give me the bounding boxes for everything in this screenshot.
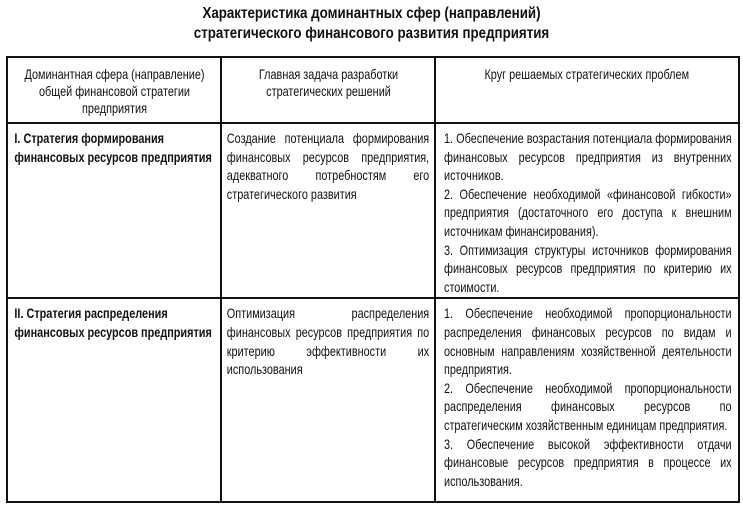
row-2-problems bbox=[435, 298, 739, 502]
problem-item: 2. Обеспечение необходимой «финансовой гибкости» предприятия (достаточного его доступа к внешним источникам финансирования). bbox=[444, 186, 732, 239]
title-line-1: Характеристика доминантных сфер (направлений) bbox=[202, 5, 541, 22]
title-line-2: стратегического финансового развития предприятия bbox=[193, 25, 550, 42]
problem-item: 1. Обеспечение возрастания потенциала формирования финансовых ресурсов предприятия из внутренних источников. bbox=[444, 131, 732, 184]
strategy-table bbox=[6, 56, 740, 503]
problem-item: 1. Обеспечение необходимой пропорциональности распределения финансовых ресурсов по видам и основным направлениям хозяйственной деятельности предприятия. bbox=[444, 306, 732, 378]
header-task: Главная задача разработки стратегических решений bbox=[221, 57, 435, 123]
header-sphere: Доминантная сфера (направление) общей финансовой стратегии предприятия bbox=[7, 57, 221, 123]
row-1-sphere: I. Стратегия формирования финансовых ресурсов предприятия bbox=[7, 123, 221, 298]
page-title bbox=[52, 4, 691, 44]
table-header-row bbox=[7, 57, 739, 123]
table-row bbox=[7, 298, 739, 502]
row-1-problems bbox=[435, 123, 739, 298]
row-2-task: Оптимизация распределения финансовых ресурсов предприятия по критерию эффективности их использования bbox=[221, 298, 435, 502]
row-1-task: Создание потенциала формирования финансовых ресурсов предприятия, адекватного потребностям его стратегического развития bbox=[221, 123, 435, 298]
problem-item: 3. Оптимизация структуры источников формирования финансовых ресурсов предприятия по критерию их стоимости. bbox=[444, 242, 732, 295]
problem-item: 3. Обеспечение высокой эффективности отдачи финансовые ресурсов предприятия в процессе их использования. bbox=[444, 436, 732, 489]
table-row bbox=[7, 123, 739, 298]
row-2-sphere: II. Стратегия распределения финансовых ресурсов предприятия bbox=[7, 298, 221, 502]
problem-item: 2. Обеспечение необходимой пропорциональности распределения финансовых ресурсов по стратегическим хозяйственным единицам предприятия. bbox=[444, 380, 732, 433]
header-problems: Круг решаемых стратегических проблем bbox=[435, 57, 739, 123]
